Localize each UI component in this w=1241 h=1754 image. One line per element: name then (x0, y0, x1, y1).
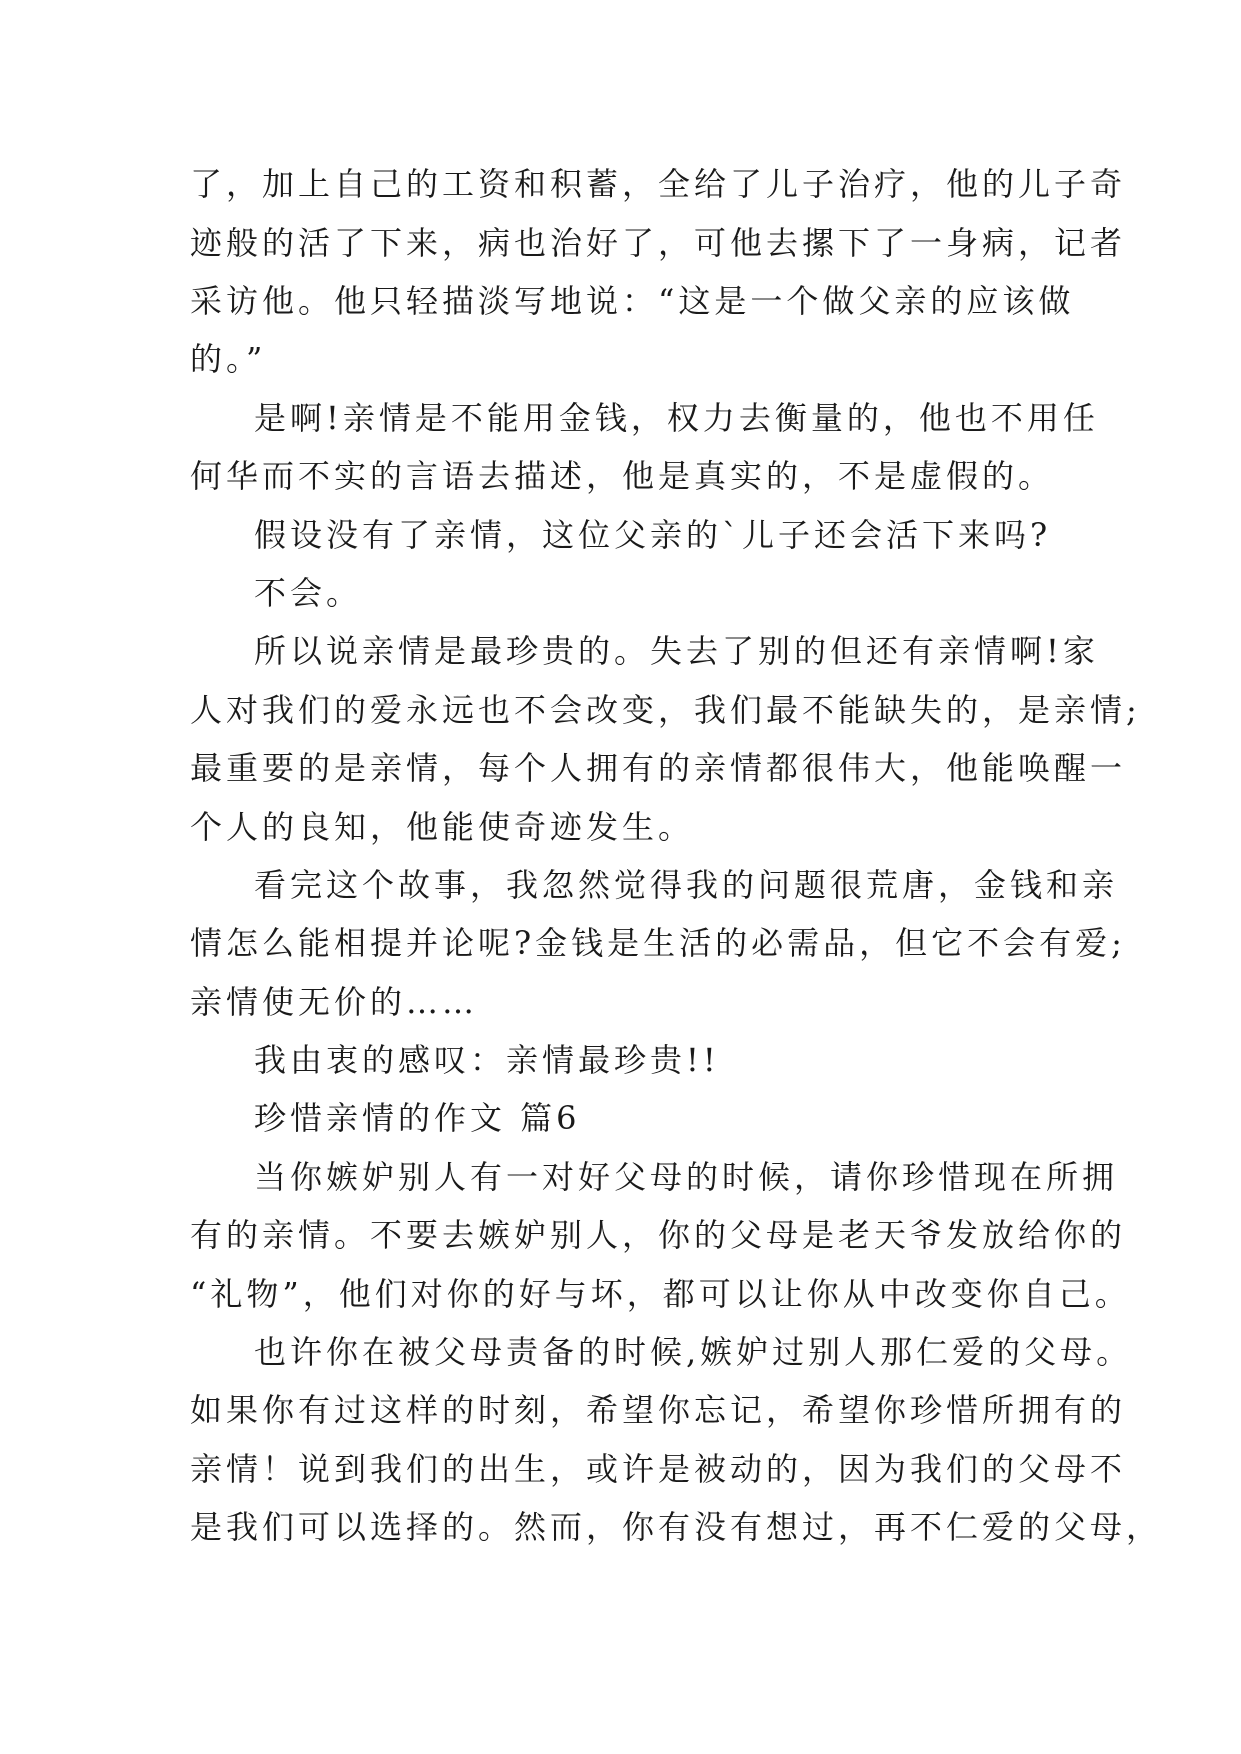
text-line: 也许你在被父母责备的时候,嫉妒过别人那仁爱的父母。 (254, 1333, 1133, 1371)
text-line: 当你嫉妒别人有一对好父母的时候，请你珍惜现在所拥 (254, 1158, 1119, 1196)
text-line: 采访他。他只轻描淡写地说：“这是一个做父亲的应该做 (190, 282, 1075, 320)
text-line: 了，加上自己的工资和积蓄，全给了儿子治疗，他的儿子奇 (190, 165, 1127, 203)
text-line: 情怎么能相提并论呢?金钱是生活的必需品，但它不会有爱; (190, 924, 1126, 962)
text-line: 最重要的是亲情，每个人拥有的亲情都很伟大，他能唤醒一 (190, 749, 1127, 787)
text-line: 何华而不实的言语去描述，他是真实的，不是虚假的。 (190, 457, 1055, 495)
text-line: 迹般的活了下来，病也治好了，可他去摞下了一身病，记者 (190, 224, 1127, 262)
text-line: “礼物”，他们对你的好与坏，都可以让你从中改变你自己。 (190, 1275, 1131, 1313)
section-heading: 珍惜亲情的作文 篇6 (254, 1099, 581, 1137)
text-line: 亲情！说到我们的出生，或许是被动的，因为我们的父母不 (190, 1450, 1127, 1488)
text-line: 有的亲情。不要去嫉妒别人，你的父母是老天爷发放给你的 (190, 1216, 1127, 1254)
text-line: 个人的良知，他能使奇迹发生。 (190, 808, 695, 846)
text-line: 人对我们的爱永远也不会改变，我们最不能缺失的，是亲情; (190, 691, 1141, 729)
text-line: 所以说亲情是最珍贵的。失去了别的但还有亲情啊!家 (254, 632, 1099, 670)
text-line: 是啊!亲情是不能用金钱，权力去衡量的，他也不用任 (254, 399, 1099, 437)
text-line: 是我们可以选择的。然而，你有没有想过，再不仁爱的父母， (190, 1508, 1163, 1546)
text-line: 如果你有过这样的时刻，希望你忘记，希望你珍惜所拥有的 (190, 1391, 1127, 1429)
text-line: 看完这个故事，我忽然觉得我的问题很荒唐，金钱和亲 (254, 866, 1119, 904)
text-line: 我由衷的感叹：亲情最珍贵!! (254, 1041, 720, 1079)
text-line: 假设没有了亲情，这位父亲的`儿子还会活下来吗? (254, 516, 1052, 554)
text-line: 的。” (190, 340, 267, 378)
text-line: 亲情使无价的…… (190, 983, 479, 1021)
text-line: 不会。 (254, 574, 363, 612)
